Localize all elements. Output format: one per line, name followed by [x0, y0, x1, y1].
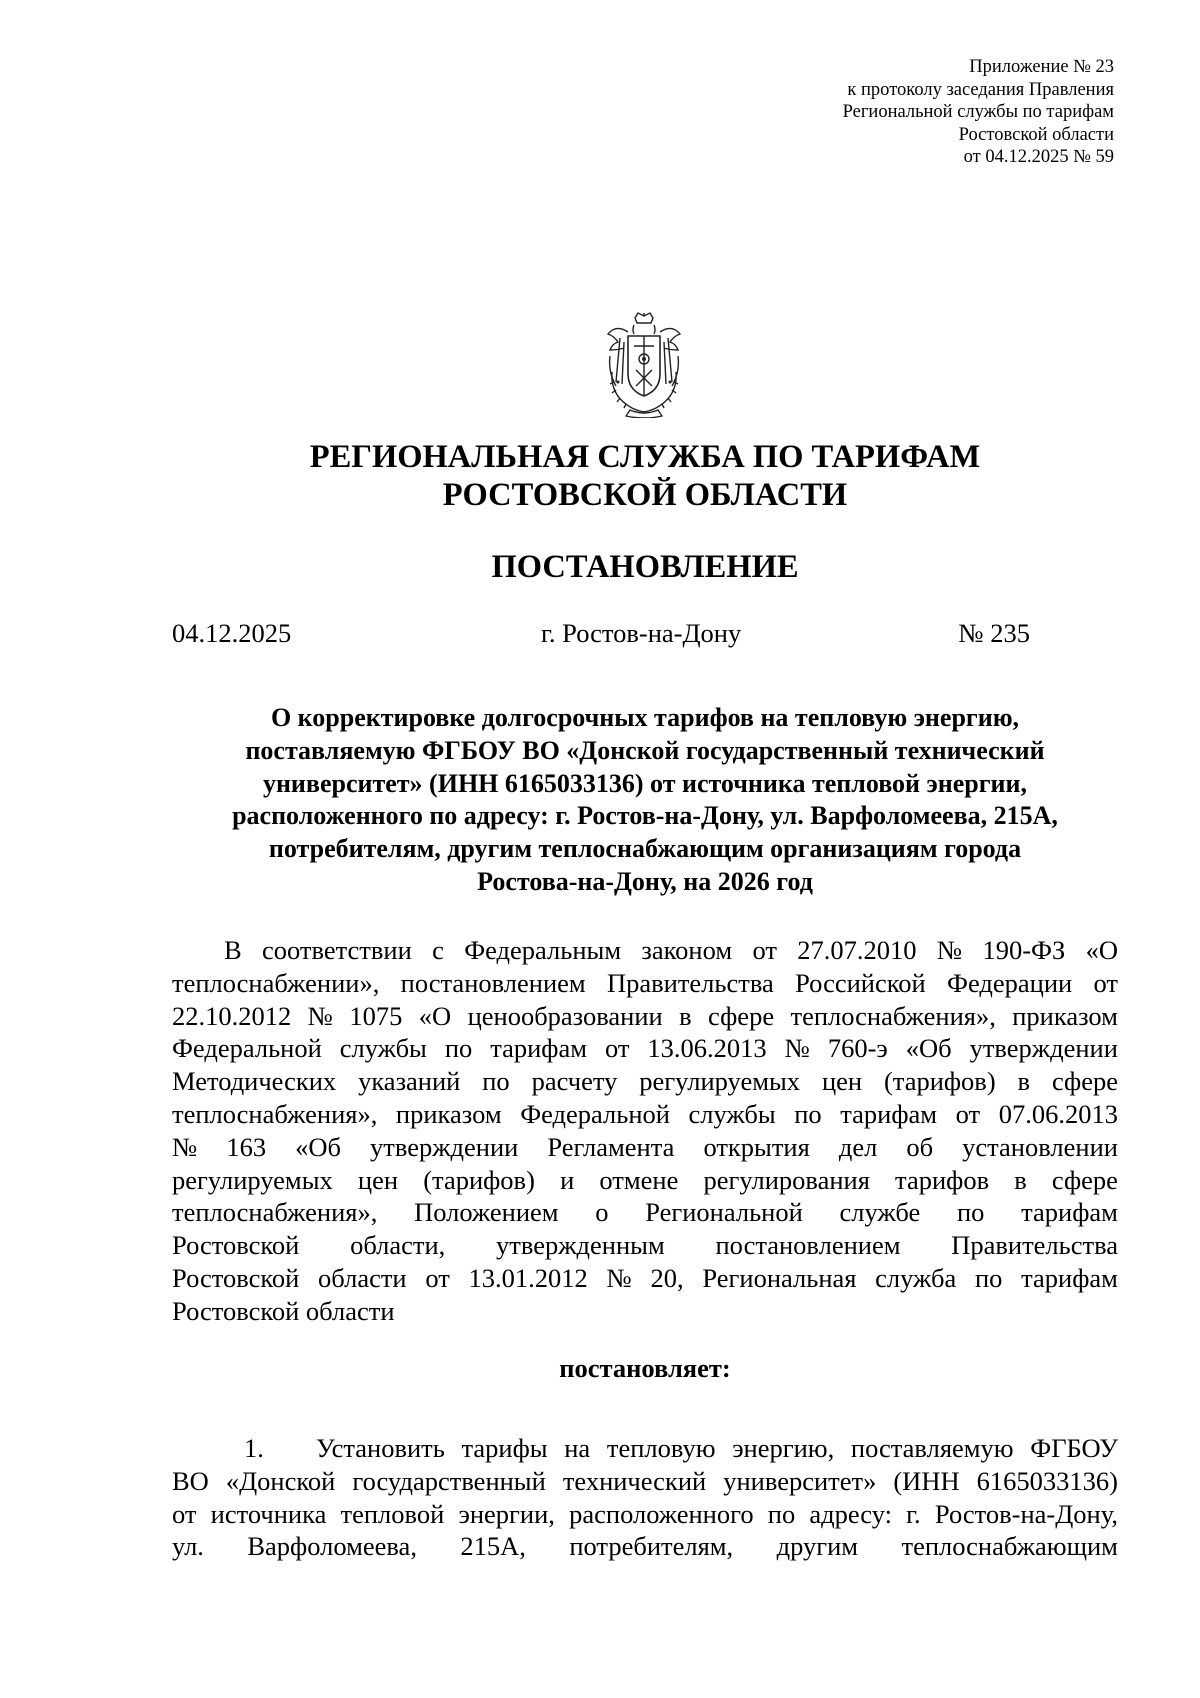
word: и [560, 1164, 575, 1195]
word: Региональная [702, 1262, 857, 1293]
word: от [604, 1033, 630, 1064]
subject-line: Ростова-на-Дону, на 2026 год [477, 866, 813, 896]
word: университет» [723, 1465, 877, 1496]
word: Федерации [947, 967, 1073, 998]
item-1-line [172, 1530, 1118, 1563]
appendix-line: Приложение № 23 [969, 57, 1114, 77]
word: г. [906, 1498, 921, 1529]
word: службе [839, 1197, 921, 1228]
appendix-note [843, 56, 1114, 169]
word: Региональной [645, 1197, 803, 1228]
word: «Донской [225, 1465, 336, 1496]
word: с [432, 935, 444, 965]
word: по [444, 1033, 473, 1064]
word: теплоснабжении», [172, 967, 380, 998]
subject-line: потребителям, другим теплоснабжающим организациям города [268, 834, 1022, 864]
preamble-line [172, 934, 1118, 967]
word: теплоснабжения», [790, 1000, 996, 1031]
word: от [955, 1098, 981, 1129]
subject-line: О корректировке долгосрочных тарифов на тепловую энергию, [270, 703, 1020, 732]
word: открытия [703, 1131, 810, 1162]
preamble-line [172, 967, 1118, 1000]
word: Правительства [607, 967, 774, 998]
subject-line: расположенного по адресу: г. Ростов-на-Дону, ул. Варфоломеева, 215А, [232, 801, 1058, 831]
item-1-line [316, 1432, 1118, 1465]
preamble-line [172, 1131, 1118, 1164]
word: Российской [795, 967, 926, 998]
word: отмене [599, 1164, 679, 1195]
word: № [307, 1000, 333, 1031]
document-date: 04.12.2025 [172, 618, 292, 648]
appendix-line: к протоколу заседания Правления [847, 79, 1114, 100]
word: тарифам [840, 1098, 938, 1129]
word: 215А, [460, 1531, 526, 1562]
item-1-line-first [172, 1432, 1118, 1465]
word: на [564, 1433, 591, 1463]
preamble-line [172, 1098, 1118, 1131]
word: Установить [316, 1433, 445, 1463]
word: указаний [358, 1066, 461, 1097]
word: 13.01.2012 [468, 1262, 588, 1293]
word: от [172, 1498, 197, 1529]
word: от [1093, 967, 1118, 998]
word: сфере [708, 1000, 775, 1031]
word: службы [688, 1098, 776, 1129]
word: Правительства [951, 1230, 1118, 1261]
word: Методических [172, 1066, 337, 1097]
appendix-line: Ростовской области [958, 124, 1114, 145]
subject-line: поставляемую ФГБОУ ВО «Донской государственный технический [245, 735, 1045, 765]
word: другим [776, 1531, 859, 1562]
word: постановлением [715, 1230, 901, 1261]
word: № [784, 1033, 810, 1064]
word: цен [357, 1164, 399, 1195]
word: 27.07.2010 [797, 935, 917, 965]
word: 760-э [827, 1033, 888, 1064]
word: соответствии [262, 935, 412, 965]
word: Варфоломеева, [247, 1531, 417, 1562]
word: энергию, [732, 1433, 835, 1463]
appendix-line: от 04.12.2025 № 59 [963, 147, 1114, 167]
document-meta-row [172, 614, 1030, 652]
word: (ИНН [893, 1465, 960, 1496]
word: служба [875, 1262, 957, 1293]
word: технический [562, 1465, 707, 1496]
word: (тарифов) [883, 1066, 996, 1097]
word: Федеральной [520, 1098, 670, 1129]
word: установлении [962, 1131, 1118, 1162]
word: ФГБОУ [1030, 1433, 1118, 1463]
word: тарифы [461, 1433, 548, 1463]
word: области, [350, 1230, 446, 1261]
word: 163 [226, 1131, 267, 1162]
word: В [224, 935, 242, 965]
item-number: 1. [244, 1433, 264, 1463]
word: ВО [172, 1465, 209, 1496]
org-title-line: РЕГИОНАЛЬНАЯ СЛУЖБА ПО ТАРИФАМ [309, 439, 981, 475]
word: ценообразовании [467, 1000, 663, 1031]
preamble-paragraph [172, 934, 1118, 1328]
word: о [595, 1197, 609, 1228]
word: в [1014, 1164, 1027, 1195]
word: государственный [352, 1465, 546, 1496]
word: «Об [295, 1131, 341, 1162]
word: 1075 [349, 1000, 403, 1031]
word: законом [641, 935, 733, 965]
word: тепловой [340, 1498, 445, 1529]
word: Положением [414, 1197, 559, 1228]
word: об [906, 1131, 934, 1162]
preamble-line [172, 1000, 1118, 1033]
word: адресу: [809, 1498, 892, 1529]
preamble-line [172, 1164, 1118, 1197]
document-city: г. Ростов-на-Дону [541, 618, 742, 648]
preamble-line [172, 1196, 1118, 1229]
word: в [1017, 1066, 1031, 1097]
word: источника [210, 1498, 327, 1529]
word: тепловую [606, 1433, 716, 1463]
decree-word: постановляет: [559, 1353, 731, 1383]
word: 190-ФЗ [982, 935, 1066, 965]
word: утвержденным [496, 1230, 665, 1261]
word: по [974, 1262, 1003, 1293]
word: расположенного [569, 1498, 754, 1529]
word: 20, [650, 1262, 684, 1293]
word: службы [339, 1033, 427, 1064]
word: 13.06.2013 [647, 1033, 767, 1064]
preamble-line [172, 1229, 1118, 1262]
word: регулируемых [172, 1164, 333, 1195]
word: (тарифов) [423, 1164, 535, 1195]
word: по [794, 1098, 822, 1129]
preamble-line [172, 1032, 1118, 1065]
word: Федеральным [464, 935, 622, 965]
item-1-paragraph [172, 1432, 1118, 1563]
word: сфере [1051, 1164, 1118, 1195]
word: «О [1085, 935, 1118, 965]
word: цен [821, 1066, 863, 1097]
word: приказом [395, 1098, 502, 1129]
document-number: № 235 [958, 618, 1030, 648]
word: от [425, 1262, 450, 1293]
word: по [482, 1066, 510, 1097]
word: ул. [172, 1531, 204, 1562]
word: Ростовской [172, 1262, 300, 1293]
word: от [752, 935, 777, 965]
word: регулирования [703, 1164, 870, 1195]
word: по [767, 1498, 796, 1529]
word: № [606, 1262, 632, 1293]
word: по [956, 1197, 985, 1228]
word: области [318, 1262, 407, 1293]
word: № [172, 1131, 198, 1162]
word: сфере [1051, 1066, 1118, 1097]
word: расчету [531, 1066, 618, 1097]
word: Регламента [547, 1131, 675, 1162]
word: тарифов [895, 1164, 990, 1195]
word: Ростовской [172, 1230, 300, 1261]
word: дел [838, 1131, 878, 1162]
word: регулируемых [639, 1066, 801, 1097]
preamble-line [172, 1065, 1118, 1098]
word: в [679, 1000, 692, 1031]
organization-title [0, 438, 1200, 514]
word: постановлением [400, 967, 586, 998]
word: 22.10.2012 [172, 1000, 292, 1031]
rostov-oblast-coat-of-arms-icon [598, 312, 690, 418]
word: Ростов-на-Дону, [934, 1498, 1118, 1529]
word: 07.06.2013 [998, 1098, 1118, 1129]
word: «О [418, 1000, 452, 1031]
word: тарифам [490, 1033, 588, 1064]
word: № [936, 935, 963, 965]
appendix-line: Региональной службы по тарифам [842, 102, 1114, 122]
word: тарифам [1021, 1262, 1118, 1293]
word: утверждении [370, 1131, 519, 1162]
org-title-line: РОСТОВСКОЙ ОБЛАСТИ [442, 477, 848, 513]
word: 6165033136) [976, 1465, 1118, 1496]
word: потребителям, [569, 1531, 734, 1562]
word: энергии, [458, 1498, 555, 1529]
word: «Об [905, 1033, 952, 1064]
preamble-last-line: Ростовской области [172, 1295, 395, 1326]
document-type: ПОСТАНОВЛЕНИЕ [491, 549, 799, 585]
word: теплоснабжения», [172, 1098, 378, 1129]
word: утверждении [969, 1033, 1118, 1064]
word: Федеральной [172, 1033, 322, 1064]
word: теплоснабжающим [901, 1531, 1118, 1562]
subject-line: университет» (ИНН 6165033136) от источника тепловой энергии, [262, 768, 1028, 798]
document-subject [172, 702, 1118, 899]
word: теплоснабжения», [172, 1197, 378, 1228]
word: поставляемую [850, 1433, 1014, 1463]
word: тарифам [1021, 1197, 1118, 1228]
word: приказом [1012, 1000, 1118, 1031]
item-1-line [172, 1498, 1118, 1531]
preamble-line [172, 1262, 1118, 1295]
item-1-line [172, 1465, 1118, 1498]
